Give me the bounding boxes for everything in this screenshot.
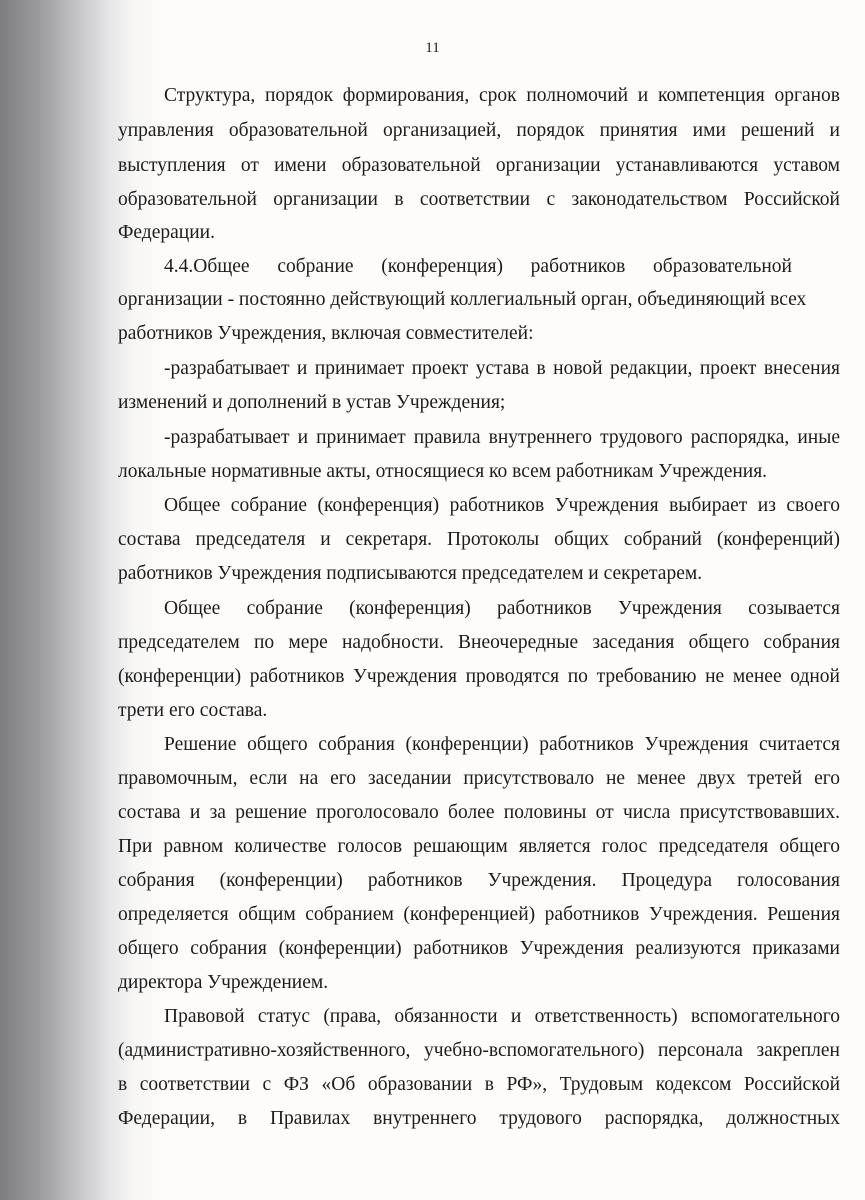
text-line: -разрабатывает и принимает проект устава в новой редакции, проект внесения	[164, 358, 840, 379]
text-line: Структура, порядок формирования, срок полномочий и компетенция органов	[164, 85, 840, 106]
text-line: председателем по мере надобности. Внеочередные заседания общего собрания	[118, 632, 840, 653]
text-line: (конференции) работников Учреждения проводятся по требованию не менее одной	[118, 666, 840, 687]
text-line: Общее собрание (конференция) работников Учреждения созывается	[164, 598, 840, 619]
text-line: управления образовательной организацией, порядок принятия ими решений и	[118, 120, 840, 141]
text-line: изменений и дополнений в устав Учреждения;	[118, 392, 506, 413]
text-line: Федерации.	[118, 222, 215, 243]
text-line: (административно-хозяйственного, учебно-вспомогательного) персонала закреплен	[118, 1040, 840, 1061]
text-line: трети его состава.	[118, 700, 268, 721]
text-line: директора Учреждением.	[118, 972, 329, 993]
text-line: правомочным, если на его заседании присутствовало не менее двух третей его	[118, 768, 840, 789]
text-line: 4.4.Общее собрание (конференция) работников образовательной	[164, 256, 792, 277]
text-line: работников Учреждения, включая совместителей:	[118, 323, 534, 344]
text-line: Федерации, в Правилах внутреннего трудового распорядка, должностных	[118, 1108, 840, 1129]
text-line: общего собрания (конференции) работников Учреждения реализуются приказами	[118, 938, 840, 959]
text-line: -разрабатывает и принимает правила внутреннего трудового распорядка, иные	[164, 427, 840, 448]
text-line: выступления от имени образовательной организации устанавливаются уставом	[118, 155, 840, 176]
text-line: состава и за решение проголосовало более половины от числа присутствовавших.	[118, 802, 840, 823]
text-line: собрания (конференции) работников Учреждения. Процедура голосования	[118, 870, 840, 891]
text-line: в соответствии с ФЗ «Об образовании в РФ», Трудовым кодексом Российской	[118, 1074, 840, 1095]
text-line: локальные нормативные акты, относящиеся ко всем работникам Учреждения.	[118, 461, 768, 482]
text-line: определяется общим собранием (конференцией) работников Учреждения. Решения	[118, 904, 840, 925]
text-line: работников Учреждения подписываются председателем и секретарем.	[118, 563, 703, 584]
page-number: 11	[425, 40, 440, 56]
text-line: состава председателя и секретаря. Протоколы общих собраний (конференций)	[118, 529, 840, 550]
text-line: образовательной организации в соответствии с законодательством Российской	[118, 189, 840, 210]
text-line: При равном количестве голосов решающим является голос председателя общего	[118, 836, 840, 857]
text-line: Решение общего собрания (конференции) работников Учреждения считается	[164, 734, 840, 755]
text-line: Правовой статус (права, обязанности и ответственность) вспомогательного	[164, 1006, 840, 1027]
text-line: Общее собрание (конференция) работников Учреждения выбирает из своего	[164, 495, 840, 516]
text-line: организации - постоянно действующий коллегиальный орган, объединяющий всех	[118, 289, 807, 310]
